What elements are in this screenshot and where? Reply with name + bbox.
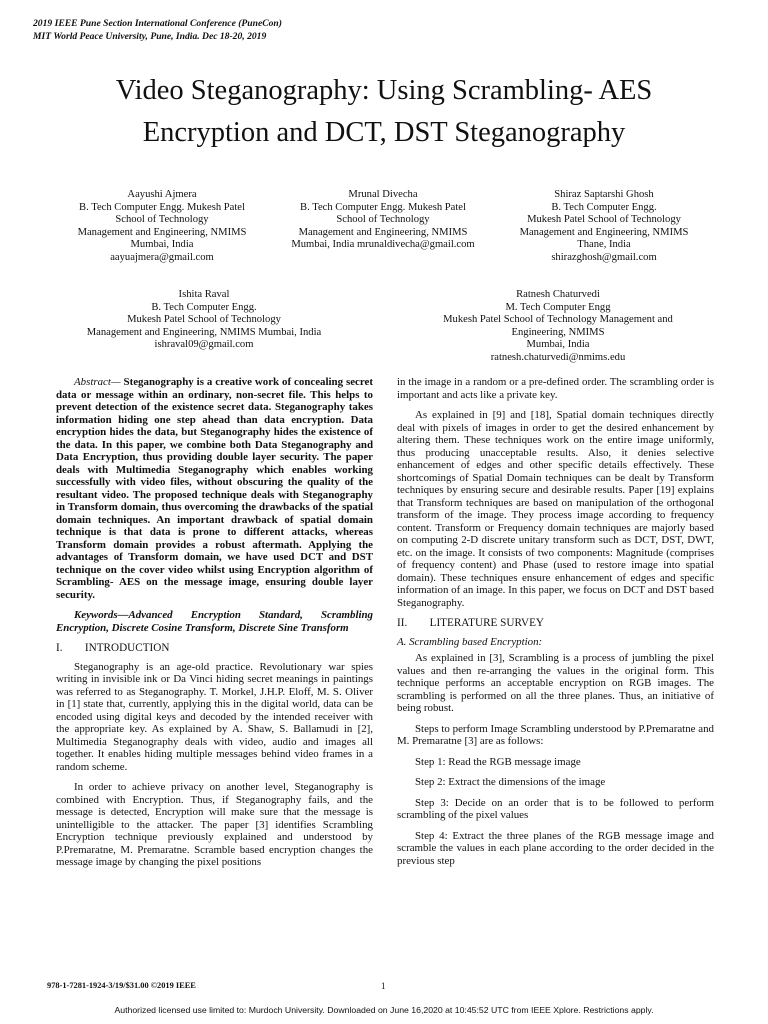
author-location: Mumbai, India — [526, 339, 590, 351]
step-2: Step 2: Extract the dimensions of the image — [415, 776, 606, 788]
author-affiliation: School of Technology — [336, 214, 430, 226]
author-email: ratnesh.chaturvedi@nmims.edu — [490, 351, 626, 363]
author-location-email: Mumbai, India mrunaldivecha@gmail.com — [291, 239, 475, 251]
step-1: Step 1: Read the RGB message image — [415, 755, 581, 768]
scrambling-paragraph: As explained in [3], Scrambling is a process of jumbling the pixel values and then re-arranging the values in the original form. This technique performs an acceptable encryption on RGB images. The scrambling is performed on all the three planes. Thus, an initiative of being robust. — [397, 652, 714, 714]
left-column — [56, 376, 373, 877]
author-email: aayuajmera@gmail.com — [110, 251, 214, 263]
author-affiliation: B. Tech Computer Engg. Mukesh Patel — [79, 201, 245, 213]
page-number: 1 — [381, 981, 386, 991]
conference-venue: MIT World Peace University, Pune, India. Dec 18-20, 2019 — [33, 31, 267, 42]
author-location: Thane, India — [577, 239, 631, 251]
title-line-1: Video Steganography: Using Scrambling- AES — [115, 75, 653, 106]
step-3: Step 3: Decide on an order that is to be followed to perform scrambling of the pixel values — [397, 796, 714, 821]
author-affiliation: Management and Engineering, NMIMS — [298, 226, 468, 238]
author-name: Aayushi Ajmera — [127, 189, 197, 200]
conference-name: 2019 IEEE Pune Section International Conference (PuneCon) — [33, 18, 282, 29]
author-affiliation: Management and Engineering, NMIMS Mumbai, India — [86, 326, 322, 338]
conference-header — [33, 17, 282, 43]
author-name: Mrunal Divecha — [348, 189, 418, 200]
author-block-5 — [418, 289, 698, 365]
isbn-copyright: 978-1-7281-1924-3/19/$31.00 ©2019 IEEE — [47, 981, 196, 990]
right-column — [397, 376, 714, 875]
spatial-domain-paragraph: As explained in [9] and [18], Spatial domain techniques directly deal with pixels of images in order to get the desired enhancement by altering them. These techniques work on the entire image uniformly, thus producing unacceptable results. Also, it denies selective enhancement of edges and other specific details effectively. These shortcomings of Spatial Domain techniques can be dealt by Transform techniques by ensuring secure and desirable results. Paper [19] explains that Transform techniques are based on manipulation of the orthogonal transform of the image. They process image according to frequency content. Transform or Frequency domain techniques are majorly based on computing 2-D discrete unitary transform such as DCT, DST, DWT, etc. on the image. It consists of two components: Magnitude (comprises of frequency content) and Phase (used to restore image into spatial domain). These techniques ensure enhancement of edges and specific information of an image. In this paper, we focus on DCT and DST based Steganography. — [397, 409, 714, 609]
author-name: Shiraz Saptarshi Ghosh — [554, 189, 654, 200]
author-affiliation: Mukesh Patel School of Technology — [127, 314, 281, 326]
author-affiliation: Management and Engineering, NMIMS — [77, 226, 247, 238]
steps-intro-paragraph: Steps to perform Image Scrambling understood by P.Premaratne and M. Premaratne [3] are as follows: — [397, 722, 714, 747]
author-email: shirazghosh@gmail.com — [551, 251, 657, 263]
author-affiliation: Management and Engineering, NMIMS — [519, 226, 689, 238]
author-affiliation: B. Tech Computer Engg. Mukesh Patel — [300, 201, 466, 213]
author-name: Ratnesh Chaturvedi — [516, 289, 600, 300]
continued-paragraph: in the image in a random or a pre-defined order. The scrambling order is important and acts like a private key. — [397, 376, 714, 401]
author-name: Ishita Raval — [178, 289, 230, 300]
title-line-2: Encryption and DCT, DST Steganography — [142, 117, 626, 148]
author-affiliation: B. Tech Computer Engg. — [151, 301, 257, 313]
author-affiliation: B. Tech Computer Engg. — [551, 201, 657, 213]
author-affiliation: School of Technology — [115, 214, 209, 226]
intro-paragraph-1: Steganography is an age-old practice. Revolutionary war spies writing in invisible ink or Da Vinci hiding secret meanings in paintings was referred to as Steganography. T. Morkel, J.H.P. Eloff, M. S. Oliver in [1] state that, currently, applying this in the digital world, data can be encoded using digital keys and decoded by the intended receiver with the appropriate key. As explained by A. Shaw, S. Ballamudi in [2], Multimedia Steganography deals with video, audio and images all together. It enables hiding multiple messages behind video frames in a random scheme. — [56, 660, 373, 773]
author-affiliation: Engineering, NMIMS — [511, 326, 605, 338]
license-notice: Authorized licensed use limited to: Murdoch University. Downloaded on June 16,2020 at 10:45:52 UTC from IEEE Xplore. Restrictions apply. — [114, 1005, 654, 1015]
section-heading-introduction: I. INTRODUCTION — [56, 642, 170, 654]
author-email: ishraval09@gmail.com — [154, 339, 254, 351]
abstract-text: Steganography is a creative work of concealing secret data or message within an ordinary, non-secret file. This helps to prevent detection of the existence secret data. Steganography takes information hiding one step ahead than data encryption. Data encryption hides the data, but Steganography hides the existence of the data. In this paper, we combine both Data Steganography and Data Encryption, thus providing double layer security. The paper deals with Multimedia Steganography which enables working successfully with video files, without obscuring the quality of the resultant video. The proposed technique deals with Steganography in Transform domain, thus overcoming the drawbacks of the spatial domain techniques. An important drawback of spatial domain technique is that data is prone to different attacks, whereas Transform domain provides a robust aftermath. Applying the advantages of Transform domain, we have used DCT and DST technique on the cover video whilst using Encryption algorithm of Scrambling- AES on the message image, ensuring double layer security. — [56, 376, 373, 601]
author-affiliation: M. Tech Computer Engg — [505, 301, 611, 313]
abstract-label: Abstract— — [74, 376, 121, 388]
subsection-heading-scrambling: A. Scrambling based Encryption: — [397, 635, 543, 648]
step-4: Step 4: Extract the three planes of the RGB message image and scramble the values in each plane according to the order decided in the previous step — [397, 829, 714, 867]
author-block-4 — [68, 289, 340, 352]
paper-title — [40, 70, 728, 154]
author-block-2 — [268, 189, 498, 252]
intro-paragraph-2: In order to achieve privacy on another level, Steganography is combined with Encryption. Thus, if Steganography fails, and the message is detected, Encryption will make sure that the message is unintelligible to the attacker. The paper [3] identifies Scrambling Encryption technique previously explained and understood by P.Premaratne, M. Premaratne. Scramble based encryption changes the message image by changing the pixel positions — [56, 781, 373, 868]
section-heading-literature-survey: II. LITERATURE SURVEY — [397, 617, 545, 629]
author-location: Mumbai, India — [130, 239, 194, 251]
author-affiliation: Mukesh Patel School of Technology Management and — [443, 314, 673, 326]
author-block-3 — [504, 189, 704, 265]
abstract — [56, 376, 373, 601]
keywords: Keywords—Advanced Encryption Standard, Scrambling Encryption, Discrete Cosine Transform, Discrete Sine Transform — [56, 609, 373, 634]
author-block-1 — [62, 189, 262, 265]
author-affiliation: Mukesh Patel School of Technology — [527, 214, 681, 226]
